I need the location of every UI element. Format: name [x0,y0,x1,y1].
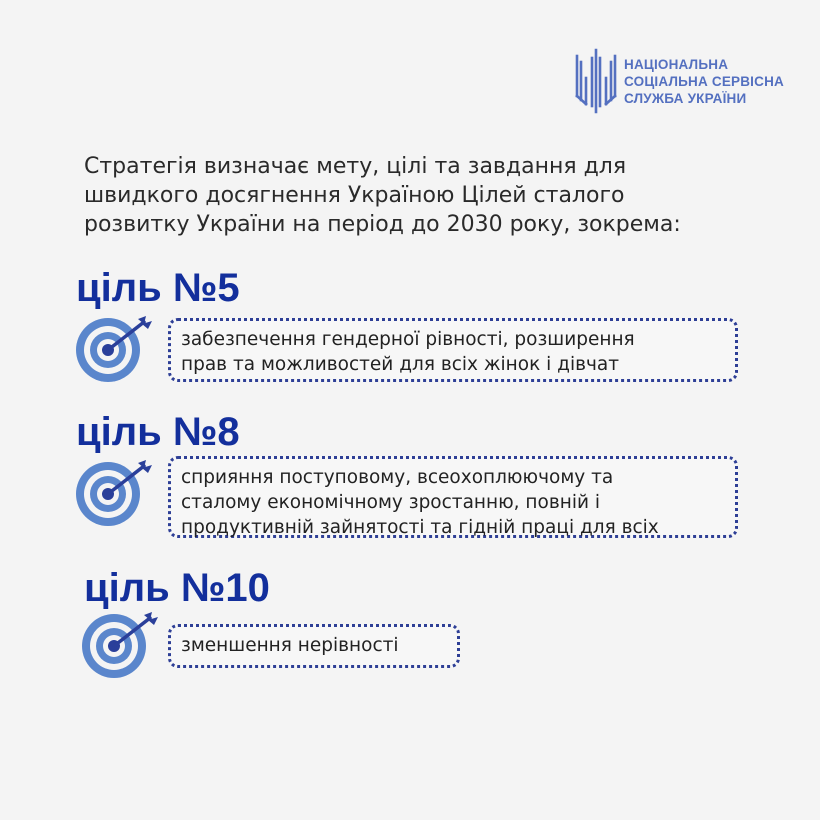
goal-line: забезпечення гендерної рівності, розширення [181,329,635,350]
intro-line: розвитку України на період до 2030 року, зокрема: [84,212,681,237]
intro-line: Стратегія визначає мету, цілі та завдання для [84,154,627,179]
goal-title-5: ціль №5 [76,266,240,310]
target-icon [80,610,162,680]
logo-text [624,56,784,107]
goal-line: сприяння поступовому, всеохоплюючому та [181,467,614,488]
logo-line: СЛУЖБА УКРАЇНИ [624,90,747,106]
goal-title-8: ціль №8 [76,410,240,454]
logo-line: СОЦІАЛЬНА СЕРВІСНА [624,73,784,89]
goal-title-10: ціль №10 [84,566,270,610]
goal-description-5 [168,318,738,382]
logo [574,48,784,114]
goal-line: продуктивній зайнятості та гідній праці для всіх [181,517,659,538]
target-icon [74,314,156,384]
intro-line: швидкого досягнення Україною Цілей сталого [84,183,625,208]
goal-line: прав та можливостей для всіх жінок і дівчат [181,354,620,375]
intro-text [84,152,764,239]
logo-line: НАЦІОНАЛЬНА [624,56,729,72]
goal-line: зменшення нерівності [181,635,399,656]
trident-icon [574,48,618,114]
target-icon [74,458,156,528]
goal-description-10 [168,624,460,668]
goal-line: сталому економічному зростанню, повній і [181,492,601,513]
goal-description-8 [168,456,738,538]
